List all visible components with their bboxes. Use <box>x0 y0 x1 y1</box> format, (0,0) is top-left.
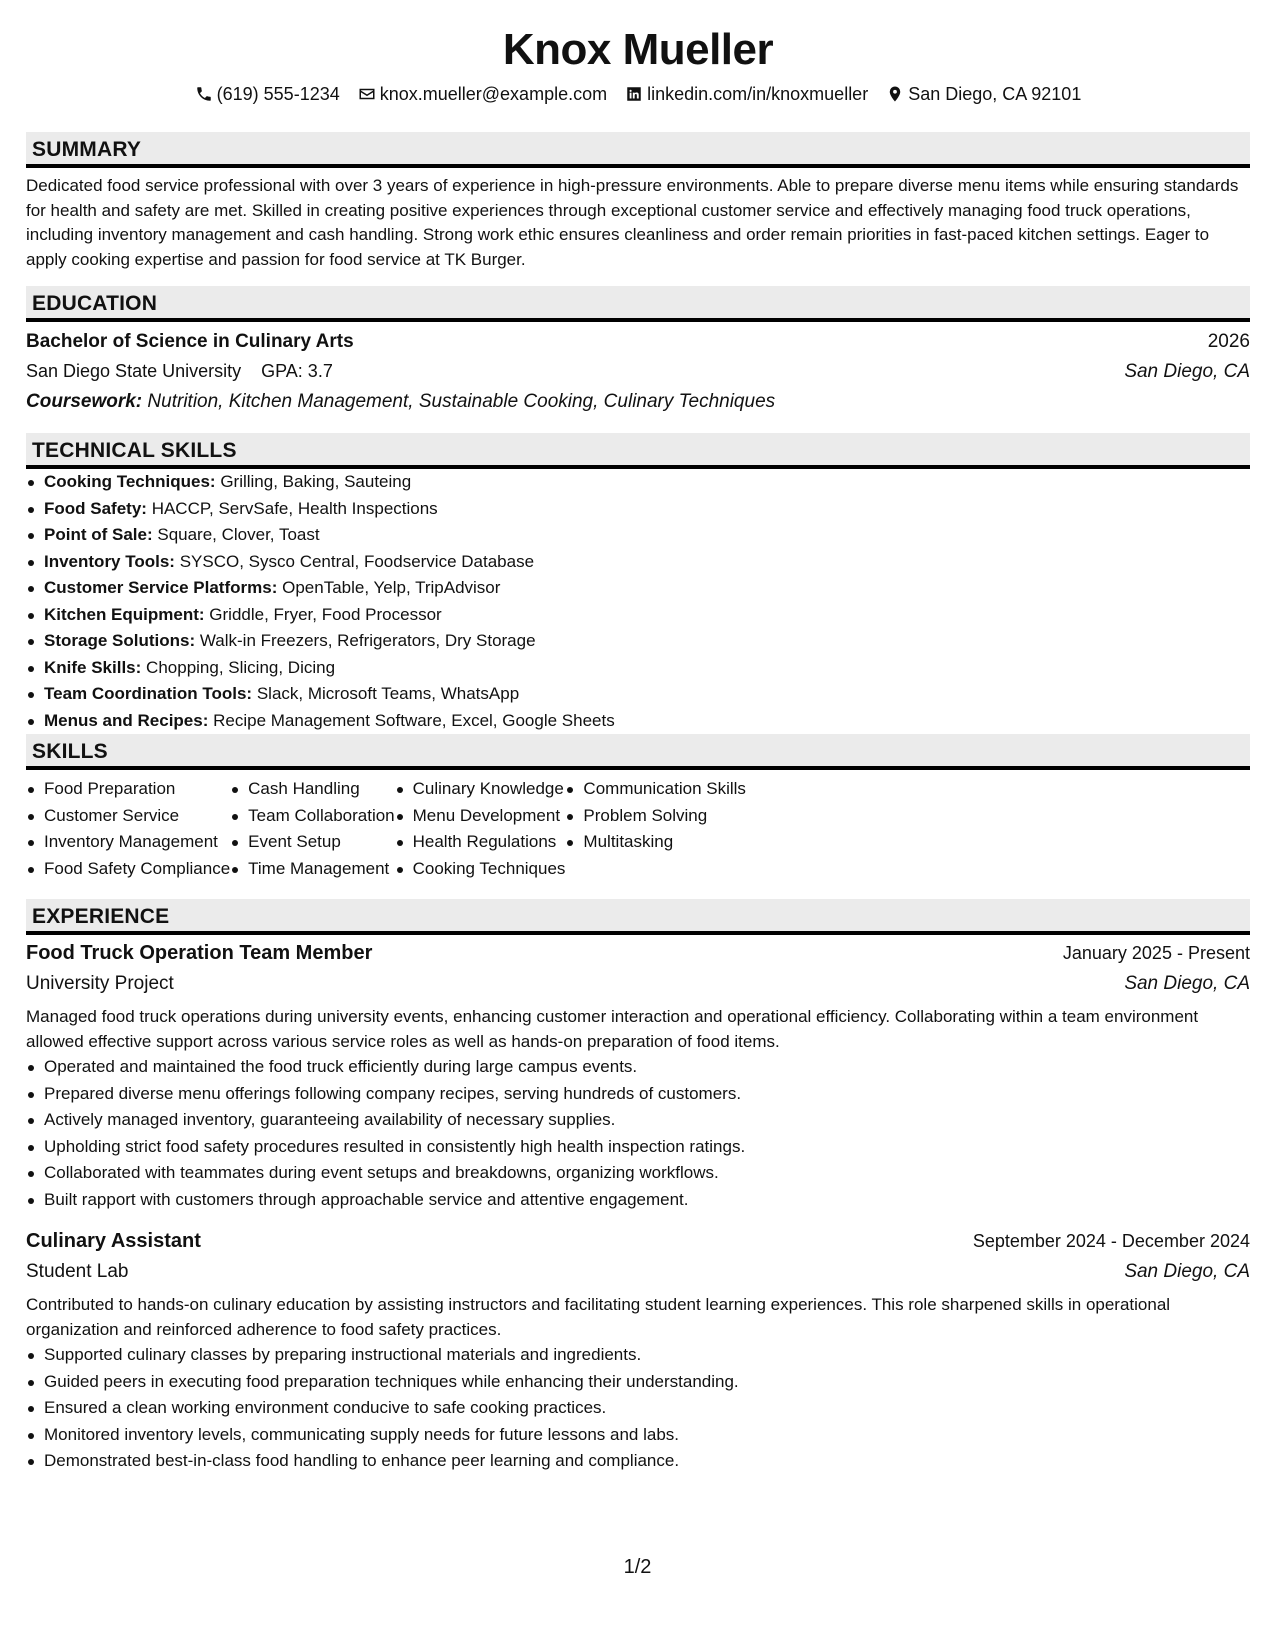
education-school-row <box>26 356 1250 387</box>
list-item: Inventory Management <box>44 829 230 856</box>
section-heading-technical-skills: TECHNICAL SKILLS <box>26 433 1250 469</box>
list-item: Ensured a clean working environment conducive to safe cooking practices. <box>44 1395 1250 1422</box>
list-item: Event Setup <box>248 829 394 856</box>
list-item: Food Preparation <box>44 776 230 803</box>
list-item: Problem Solving <box>583 803 746 830</box>
job-bullets <box>26 1054 1250 1213</box>
linkedin-text: linkedin.com/in/knoxmueller <box>647 84 869 104</box>
job-title: Culinary Assistant <box>26 1230 201 1252</box>
location-text: San Diego, CA 92101 <box>908 84 1082 104</box>
page-number: 1/2 <box>623 1556 652 1578</box>
section-heading-experience: EXPERIENCE <box>26 899 1250 935</box>
technical-skills-list <box>26 469 1250 734</box>
job-title-row <box>26 1225 1250 1257</box>
job-bullets <box>26 1342 1250 1475</box>
list-item: Built rapport with customers through approachable service and attentive engagement. <box>44 1187 1250 1214</box>
list-item: Upholding strict food safety procedures resulted in consistently high health inspection ratings. <box>44 1134 1250 1161</box>
experience-entry <box>26 1225 1250 1475</box>
contact-phone[interactable] <box>195 83 340 105</box>
list-item: Storage Solutions: Walk-in Freezers, Refrigerators, Dry Storage <box>44 628 1250 655</box>
degree-title: Bachelor of Science in Culinary Arts <box>26 331 354 352</box>
candidate-name: Knox Mueller <box>502 25 774 74</box>
phone-text: (619) 555-1234 <box>216 84 340 104</box>
education-degree-row <box>26 328 1250 356</box>
list-item: Point of Sale: Square, Clover, Toast <box>44 522 1250 549</box>
list-item: Guided peers in executing food preparation techniques while enhancing their understanding. <box>44 1369 1250 1396</box>
contact-email[interactable] <box>358 83 607 105</box>
job-org-row <box>26 969 1250 999</box>
skills-column <box>230 776 394 882</box>
list-item: Kitchen Equipment: Griddle, Fryer, Food Processor <box>44 602 1250 629</box>
graduation-year: 2026 <box>1207 331 1250 352</box>
gpa: GPA: 3.7 <box>261 361 333 381</box>
envelope-icon <box>358 85 376 103</box>
school-location: San Diego, CA <box>1124 361 1250 382</box>
phone-icon <box>195 85 213 103</box>
job-description: Managed food truck operations during university events, enhancing customer interaction and operational efficiency. Collaborating within a team environment allowed effective support across various service roles as well as hands-on preparation of food items. <box>26 1007 1199 1051</box>
contact-location <box>886 83 1081 105</box>
list-item: Customer Service Platforms: OpenTable, Yelp, TripAdvisor <box>44 575 1250 602</box>
section-heading-summary: SUMMARY <box>26 132 1250 168</box>
list-item: Time Management <box>248 856 394 883</box>
skills-column <box>26 776 230 882</box>
skills-column <box>395 776 566 882</box>
list-item: Prepared diverse menu offerings following company recipes, serving hundreds of customers. <box>44 1081 1250 1108</box>
section-heading-education: EDUCATION <box>26 286 1250 322</box>
list-item: Food Safety Compliance <box>44 856 230 883</box>
coursework-list: Nutrition, Kitchen Management, Sustainable Cooking, Culinary Techniques <box>147 391 776 412</box>
job-organization: University Project <box>26 973 174 994</box>
job-description: Contributed to hands-on culinary education by assisting instructors and facilitating student learning experiences. This role sharpened skills in operational organization and reinforced adherence to food safety practices. <box>26 1295 1171 1339</box>
list-item: Demonstrated best-in-class food handling to enhance peer learning and compliance. <box>44 1448 1250 1475</box>
list-item: Culinary Knowledge <box>413 776 566 803</box>
resume-page <box>26 18 1250 1475</box>
list-item: Team Coordination Tools: Slack, Microsoft Teams, WhatsApp <box>44 681 1250 708</box>
list-item: Operated and maintained the food truck efficiently during large campus events. <box>44 1054 1250 1081</box>
summary-text: Dedicated food service professional with over 3 years of experience in high-pressure environments. Able to prepare diverse menu items while ensuring standards for health and safety are met. Skilled in creating positive experiences through exceptional customer service and effectively managing food truck operations, including inventory management and cash handling. Strong work ethic ensures cleanliness and order remain priorities in fast-paced kitchen settings. Eager to apply cooking expertise and passion for food service at TK Burger. <box>26 176 1239 269</box>
job-title: Food Truck Operation Team Member <box>26 942 373 964</box>
list-item: Team Collaboration <box>248 803 394 830</box>
skills-grid <box>26 776 1250 882</box>
job-location: San Diego, CA <box>1124 1261 1250 1282</box>
list-item: Menus and Recipes: Recipe Management Software, Excel, Google Sheets <box>44 708 1250 735</box>
list-item: Menu Development <box>413 803 566 830</box>
job-location: San Diego, CA <box>1124 973 1250 994</box>
list-item: Knife Skills: Chopping, Slicing, Dicing <box>44 655 1250 682</box>
job-organization: Student Lab <box>26 1261 129 1282</box>
linkedin-icon <box>625 85 643 103</box>
list-item: Cash Handling <box>248 776 394 803</box>
map-pin-icon <box>886 85 904 103</box>
list-item: Actively managed inventory, guaranteeing availability of necessary supplies. <box>44 1107 1250 1134</box>
list-item: Food Safety: HACCP, ServSafe, Health Inspections <box>44 496 1250 523</box>
email-text: knox.mueller@example.com <box>379 84 608 104</box>
section-heading-skills: SKILLS <box>26 734 1250 770</box>
experience-entry <box>26 937 1250 1213</box>
coursework <box>26 387 1250 417</box>
skills-column <box>565 776 746 882</box>
job-dates: September 2024 - December 2024 <box>972 1231 1250 1251</box>
coursework-label: Coursework: <box>26 391 143 412</box>
contact-linkedin[interactable] <box>625 83 868 105</box>
job-title-row <box>26 937 1250 969</box>
list-item: Cooking Techniques <box>413 856 566 883</box>
school-name: San Diego State University <box>26 361 242 381</box>
list-item: Inventory Tools: SYSCO, Sysco Central, Foodservice Database <box>44 549 1250 576</box>
list-item: Cooking Techniques: Grilling, Baking, Sauteing <box>44 469 1250 496</box>
list-item: Health Regulations <box>413 829 566 856</box>
list-item: Monitored inventory levels, communicating supply needs for future lessons and labs. <box>44 1422 1250 1449</box>
list-item: Supported culinary classes by preparing instructional materials and ingredients. <box>44 1342 1250 1369</box>
contact-bar <box>26 83 1250 105</box>
list-item: Multitasking <box>583 829 746 856</box>
job-dates: January 2025 - Present <box>1062 943 1250 963</box>
list-item: Customer Service <box>44 803 230 830</box>
list-item: Communication Skills <box>583 776 746 803</box>
job-org-row <box>26 1257 1250 1287</box>
list-item: Collaborated with teammates during event setups and breakdowns, organizing workflows. <box>44 1160 1250 1187</box>
